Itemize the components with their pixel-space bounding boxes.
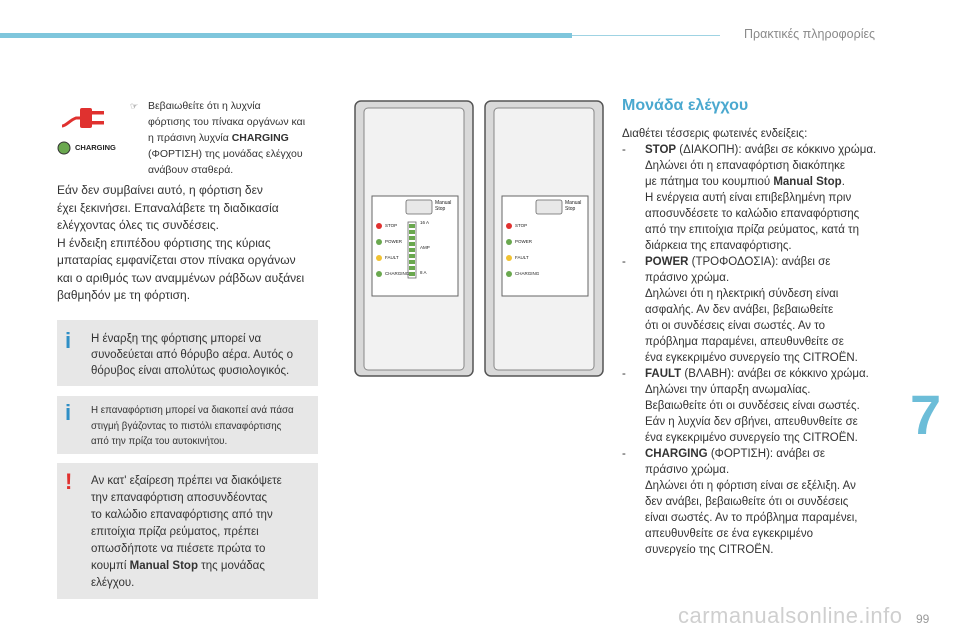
text-line xyxy=(622,350,912,366)
led-label: STOP xyxy=(515,223,528,228)
text-run: πρόβλημα παραμένει, απευθυνθείτε σε xyxy=(645,336,844,348)
bold-term: CHARGING xyxy=(645,448,708,460)
text-run: αποσυνδέσετε το καλώδιο επαναφόρτισης xyxy=(645,208,860,220)
running-header: Πρακτικές πληροφορίες xyxy=(744,27,876,41)
text-run: κουμπί xyxy=(91,560,130,572)
bold-term: STOP xyxy=(645,144,677,156)
text-line xyxy=(622,430,912,446)
dash-bullet: - xyxy=(622,368,626,380)
text-line xyxy=(622,206,912,222)
text-line xyxy=(622,286,912,302)
text-line xyxy=(148,98,324,114)
warning-icon: ! xyxy=(65,469,73,494)
text-run: (ΤΡΟΦΟΔΟΣΙΑ): ανάβει σε xyxy=(688,256,831,268)
text-run: Εάν η λυχνία δεν σβήνει, απευθυνθείτε σε xyxy=(645,416,858,428)
gauge-label: 16 A xyxy=(420,220,430,225)
info-note-text xyxy=(91,331,310,379)
text-line xyxy=(91,524,310,541)
indicator-item xyxy=(622,366,912,382)
section-body xyxy=(622,126,912,558)
led-label: POWER xyxy=(385,239,403,244)
text-run: ότι οι συνδέσεις είναι σωστές. Αν το xyxy=(645,320,826,332)
text-line xyxy=(622,462,912,478)
warning-note-text xyxy=(91,473,310,592)
info-icon: i xyxy=(65,400,72,425)
control-unit-illustration xyxy=(352,96,607,381)
text-line xyxy=(622,158,912,174)
text-run: (ΒΛΑΒΗ): ανάβει σε κόκκινο χρώμα. xyxy=(681,368,869,380)
text-line xyxy=(622,302,912,318)
text-line xyxy=(622,414,912,430)
manual-stop-label: Manual Stop xyxy=(565,200,582,212)
led-label: FAULT xyxy=(385,255,399,260)
check-bullet-text xyxy=(134,98,324,178)
text-line xyxy=(148,146,324,162)
text-line xyxy=(148,130,324,146)
led-label: CHARGING xyxy=(515,271,540,276)
text-run: Δηλώνει ότι η επαναφόρτιση διακόπηκε xyxy=(645,160,845,172)
bold-term: CHARGING xyxy=(231,132,289,144)
text-run: την επαναφόρτιση αποσυνδέοντας xyxy=(91,492,268,504)
text-line xyxy=(622,238,912,254)
charging-indicator-icon xyxy=(56,96,126,166)
text-run: Η ενέργεια αυτή είναι επιβεβλημένη πριν xyxy=(645,192,852,204)
text-run: πράσινο χρώμα. xyxy=(645,272,730,284)
text-line xyxy=(91,575,310,592)
text-line xyxy=(622,494,912,510)
text-run: Βεβαιωθείτε ότι η λυχνία xyxy=(148,100,261,112)
info-note-interrupt xyxy=(57,396,318,454)
header-rule xyxy=(0,33,572,38)
text-line: Η επαναφόρτιση μπορεί να διακοπεί ανά πάσα xyxy=(91,405,294,416)
text-run: Δηλώνει ότι η ηλεκτρική σύνδεση είναι xyxy=(645,288,839,300)
indicator-item xyxy=(622,254,912,270)
bold-term: POWER xyxy=(645,256,689,268)
text-run: Διαθέτει τέσσερις φωτεινές ενδείξεις: xyxy=(622,128,808,140)
text-line: συνοδεύεται από θόρυβο αέρα. Αυτός ο xyxy=(91,349,294,361)
text-line: βαθμηδόν με τη φόρτιση. xyxy=(57,288,191,302)
text-line xyxy=(148,162,324,178)
text-line xyxy=(91,507,310,524)
text-run: πράσινο χρώμα. xyxy=(645,464,730,476)
gauge-label: 8 A xyxy=(420,270,427,275)
text-run: απευθυνθείτε σε ένα εγκεκριμένο xyxy=(645,528,814,540)
text-line xyxy=(91,541,310,558)
text-run: (ΔΙΑΚΟΠΗ): ανάβει σε κόκκινο χρώμα. xyxy=(676,144,877,156)
text-line xyxy=(91,490,310,507)
charging-explanation xyxy=(57,182,317,305)
bold-term: FAULT xyxy=(645,368,682,380)
manual-stop-button xyxy=(536,200,562,214)
text-run: είναι σωστές. Αν το πρόβλημα παραμένει, xyxy=(645,512,858,524)
dash-bullet: - xyxy=(622,256,626,268)
text-line: θόρυβος είναι απολύτως φυσιολογικός. xyxy=(91,365,290,377)
led-label: FAULT xyxy=(515,255,529,260)
manual-stop-label: Manual Stop xyxy=(435,200,452,212)
text-run: ένα εγκεκριμένο συνεργείο της CITROËN. xyxy=(645,352,858,364)
text-line: Η έναρξη της φόρτισης μπορεί να xyxy=(91,333,262,345)
text-line: Εάν δεν συμβαίνει αυτό, η φόρτιση δεν xyxy=(57,183,263,197)
text-line xyxy=(91,473,310,490)
text-run: με πάτημα του κουμπιού xyxy=(645,176,774,188)
arrow-bullet-icon: ☞ xyxy=(130,101,139,111)
led-label: STOP xyxy=(385,223,398,228)
text-run: ανάβουν σταθερά. xyxy=(148,164,234,176)
header-rule-thin xyxy=(572,35,720,36)
text-run: ένα εγκεκριμένο συνεργείο της CITROËN. xyxy=(645,432,858,444)
text-line: και ο αριθμός των αναμμένων ράβδων αυξάνει xyxy=(57,270,305,285)
text-run: το καλώδιο επαναφόρτισης από την xyxy=(91,509,273,521)
text-run: Αν κατ' εξαίρεση πρέπει να διακόψετε xyxy=(91,475,282,487)
section-title: Μονάδα ελέγχου xyxy=(622,97,749,114)
text-run: διάρκεια της επαναφόρτισης. xyxy=(645,240,792,252)
text-line: έχει ξεκινήσει. Επαναλάβετε τη διαδικασία xyxy=(57,200,279,215)
dash-bullet: - xyxy=(622,448,626,460)
text-run: από την επιτοίχια πρίζα ρεύματος, κατά τη xyxy=(645,224,859,236)
text-line xyxy=(622,510,912,526)
text-line xyxy=(622,222,912,238)
text-run: επιτοίχια πρίζα ρεύματος, πρέπει xyxy=(91,526,259,538)
bold-term: Manual Stop xyxy=(773,176,842,188)
watermark: carmanualsonline.info xyxy=(678,603,903,628)
control-unit-with-gauge xyxy=(355,101,473,376)
text-run: (ΦΟΡΤΙΣΗ) της μονάδας ελέγχου xyxy=(148,148,303,160)
text-line xyxy=(622,126,912,142)
warning-note xyxy=(57,463,318,599)
text-run: ασφαλής. Αν δεν ανάβει, βεβαιωθείτε xyxy=(645,304,834,316)
text-run: ελέγχου. xyxy=(91,577,135,589)
gauge-label: AMP xyxy=(420,245,430,250)
text-run: Βεβαιωθείτε ότι οι συνδέσεις είναι σωστές. xyxy=(645,400,860,412)
info-note-noise xyxy=(57,320,318,386)
text-line xyxy=(622,526,912,542)
text-line: από την πρίζα του αυτοκινήτου. xyxy=(91,436,228,447)
text-line xyxy=(622,542,912,558)
text-line: μπαταρίας εμφανίζεται στον πίνακα οργάνων xyxy=(57,253,296,267)
indicator-item xyxy=(622,142,912,158)
info-icon: i xyxy=(65,328,72,353)
text-line xyxy=(622,190,912,206)
text-run: . xyxy=(841,176,845,188)
check-bullet xyxy=(130,98,324,178)
text-line xyxy=(148,114,324,130)
text-line xyxy=(622,318,912,334)
text-line xyxy=(91,558,310,575)
text-run: συνεργείο της CITROËN. xyxy=(645,544,774,556)
text-line xyxy=(622,334,912,350)
bold-term: Manual Stop xyxy=(129,560,198,572)
text-line: στιγμή βγάζοντας το πιστόλι επαναφόρτισης xyxy=(91,420,282,432)
text-run: της μονάδας xyxy=(197,560,265,572)
text-line: Η ένδειξη επιπέδου φόρτισης της κύριας xyxy=(57,235,271,250)
text-line xyxy=(622,478,912,494)
led-label: POWER xyxy=(515,239,533,244)
led-label: CHARGING xyxy=(385,271,410,276)
text-run: δεν ανάβει, βεβαιωθείτε ότι οι συνδέσεις xyxy=(645,496,849,508)
text-line xyxy=(622,398,912,414)
text-run: (ΦΟΡΤΙΣΗ): ανάβει σε xyxy=(707,448,826,460)
control-unit-basic xyxy=(485,101,603,376)
text-run: η πράσινη λυχνία xyxy=(148,132,232,144)
text-run: οπωσδήποτε να πιέσετε πρώτα το xyxy=(91,543,266,555)
text-run: φόρτισης του πίνακα οργάνων και xyxy=(148,116,306,128)
indicator-item xyxy=(622,446,912,462)
charging-label: CHARGING xyxy=(75,143,116,152)
text-line xyxy=(622,270,912,286)
text-run: Δηλώνει ότι η φόρτιση είναι σε εξέλιξη. Αν xyxy=(645,480,856,492)
page-number: 99 xyxy=(916,612,930,626)
dash-bullet: - xyxy=(622,144,626,156)
text-run: Δηλώνει την ύπαρξη ανωμαλίας. xyxy=(645,384,811,396)
chapter-number: 7 xyxy=(910,383,942,446)
info-note-text xyxy=(91,403,310,450)
text-line: ελέγχοντας όλες τις συνδέσεις. xyxy=(57,218,219,232)
text-line xyxy=(622,382,912,398)
manual-stop-button xyxy=(406,200,432,214)
text-line xyxy=(622,174,912,190)
